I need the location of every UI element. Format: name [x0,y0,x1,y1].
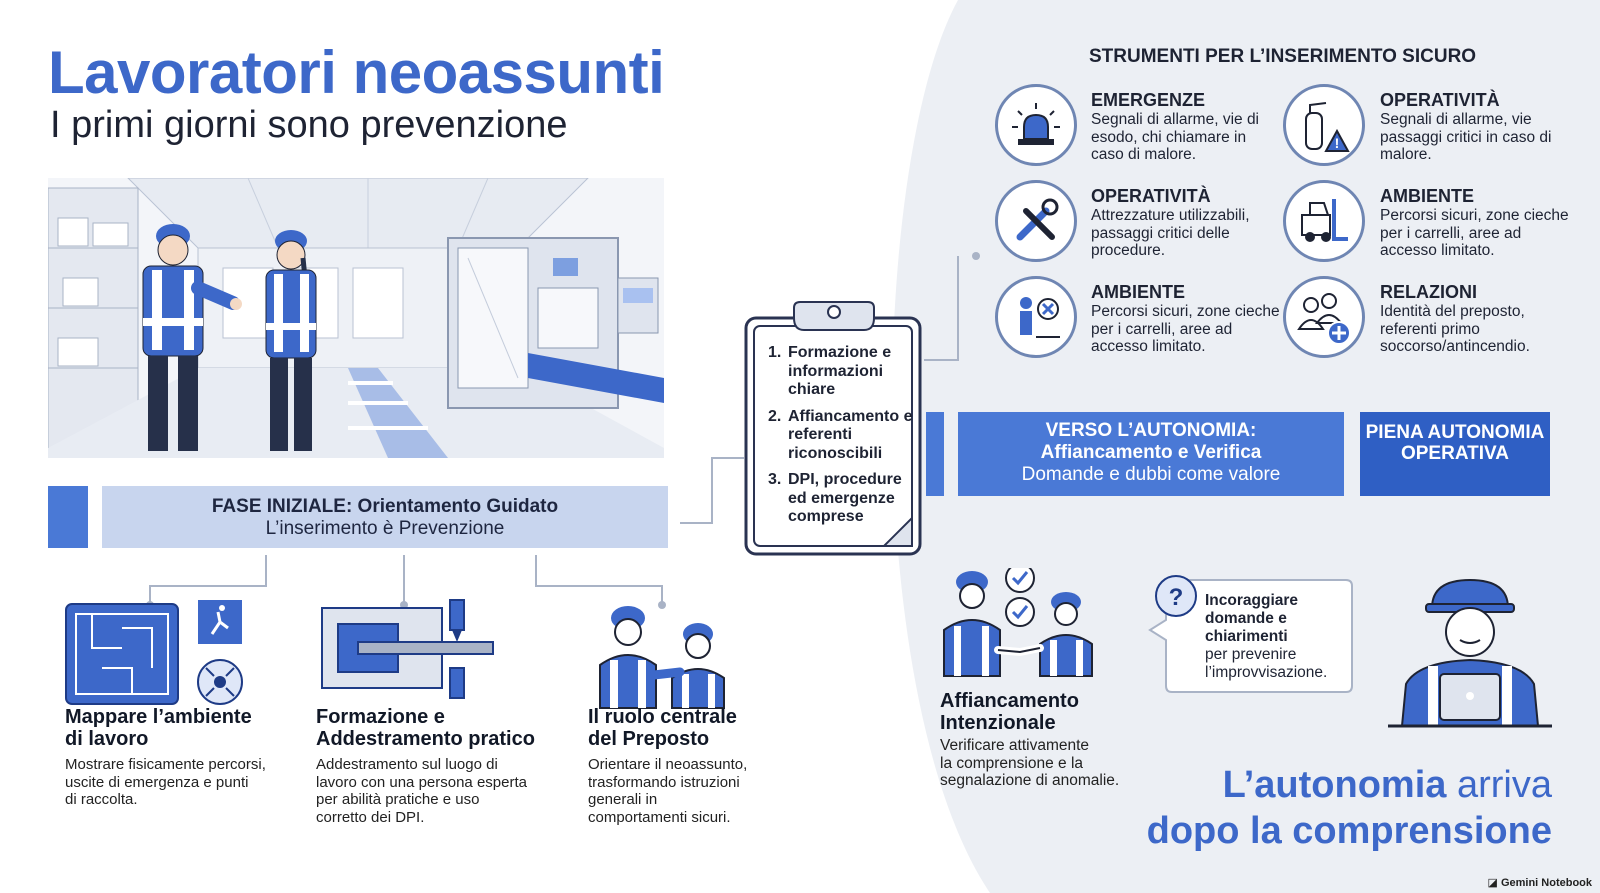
gemini-icon: ◪ [1487,877,1501,889]
checklist-item: 2. Affiancamento e referenti riconoscibili [768,407,913,462]
svg-text:!: ! [1334,135,1340,151]
column-title: Mappare l’ambiente di lavoro [65,706,252,750]
affiancamento-title: Affiancamento Intenzionale [940,690,1079,734]
column-title: Formazione e Addestramento pratico [316,706,535,750]
column-title: Il ruolo centrale del Preposto [588,706,737,750]
team-contacts-icon [1283,276,1365,358]
supervisor-icon [588,600,738,710]
column-formazione [316,706,535,826]
column-text: Mostrare fisicamente percorsi, uscite di emergenza e punti di raccolta. [65,756,266,808]
strumento-operativita-2: OPERATIVITÀ Attrezzature utilizzabili, passaggi critici delle procedure. [1091,186,1250,259]
column-text: Addestramento sul luogo di lavoro con una persona esperta per abilità pratiche e uso corretto dei DPI. [316,756,527,826]
bubble-text: Incoraggiare domande e chiarimenti per prevenire l’improvvisazione. [1205,592,1328,681]
brand-footer: ◪ Gemini Notebook [1487,877,1592,889]
autonomous-worker-icon [1388,574,1552,738]
page-title: Lavoratori neoassunti [48,39,665,106]
strumento-ambiente-1: AMBIENTE Percorsi sicuri, zone cieche per i carrelli, aree ad accesso limitato. [1380,186,1569,259]
forklift-icon [1283,180,1365,262]
handshake-workers-icon [940,568,1100,680]
strumento-ambiente-2: AMBIENTE Percorsi sicuri, zone cieche per i carrelli, aree ad accesso limitato. [1091,282,1280,355]
alarm-light-icon [995,84,1077,166]
strumento-relazioni: RELAZIONI Identità del preposto, referenti primo soccorso/antincendio. [1380,282,1530,355]
page-subtitle: I primi giorni sono prevenzione [50,104,568,146]
column-text: Orientare il neoassunto, trasformando istruzioni generali in comportamenti sicuri. [588,756,748,826]
conclusion-text: L’autonomia arriva dopo la comprensione [1146,764,1552,852]
piena-autonomia-banner: PIENA AUTONOMIA OPERATIVA [1360,412,1550,496]
svg-text:?: ? [1168,584,1184,611]
affiancamento-desc: Verificare attivamente la comprensione e la segnalazione di anomalie. [940,737,1120,789]
strumento-operativita-1: OPERATIVITÀ Segnali di allarme, vie passaggi critici in caso di malore. [1380,90,1552,163]
verso-accent-bar [926,412,944,496]
tools-icon [995,180,1077,262]
fire-extinguisher-icon [1283,84,1365,166]
factory-scene-illustration [48,178,664,458]
strumenti-heading: STRUMENTI PER L’INSERIMENTO SICURO [1089,46,1477,67]
strumento-emergenze: EMERGENZE Segnali di allarme, vie di esodo, chi chiamare in caso di malore. [1091,90,1260,163]
column-mappare [65,706,266,809]
fase-accent-bar [48,486,88,548]
machine-training-icon [318,598,498,708]
column-preposto [588,706,747,826]
checklist-item: 1. Formazione e informazioni chiare [768,344,892,398]
fase-iniziale-banner [102,486,668,548]
checklist [768,344,916,535]
fase-title: FASE INIZIALE: Orientamento Guidato [211,496,559,517]
floor-plan-icon [62,598,252,708]
fase-subtitle: L’inserimento è Prevenzione [265,518,505,539]
verso-autonomia-banner: VERSO L’AUTONOMIA: Affiancamento e Verifica Domande e dubbi come valore [958,412,1344,496]
restricted-zone-icon [995,276,1077,358]
checklist-item: 3. DPI, procedure ed emergenze comprese [768,471,902,525]
